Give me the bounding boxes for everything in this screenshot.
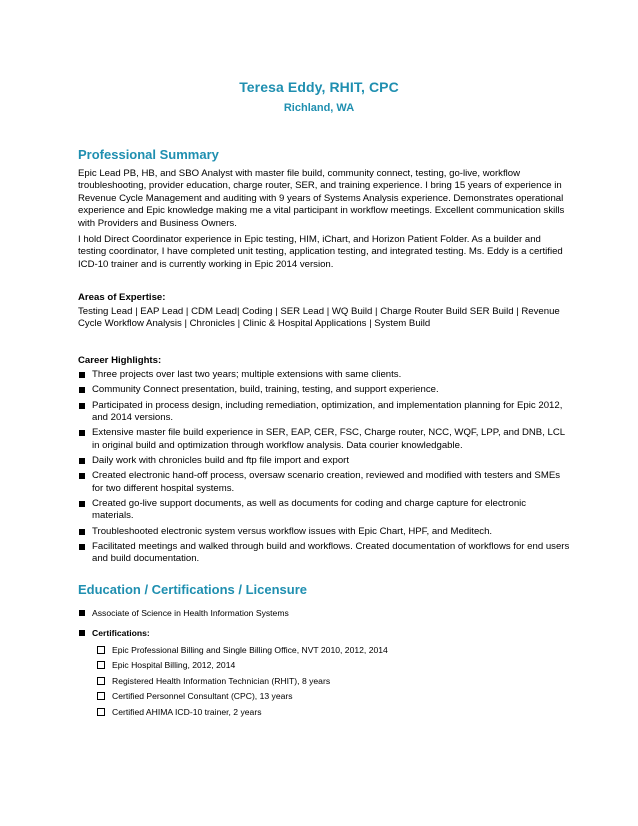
summary-paragraph-2: I hold Direct Coordinator experience in Epic testing, HIM, iChart, and Horizon Patient Folder. As a builder and testing coordinator, I have completed unit testing, application testing, and integrated testing. Ms. Eddy is a certified ICD-10 trainer and is currently working in Epic 2014 version. [78,234,563,270]
square-bullet-icon [79,403,85,409]
checkbox-bullet-icon [97,692,105,700]
list-item: Community Connect presentation, build, training, testing, and support experience. [78,384,570,396]
expertise-heading: Areas of Expertise: [78,292,166,303]
list-item: Epic Hospital Billing, 2012, 2014 [92,659,568,671]
square-bullet-icon [79,544,85,550]
degree-text: Associate of Science in Health Information Systems [92,608,289,618]
education-heading: Education / Certifications / Licensure [78,582,307,597]
list-item: Certified AHIMA ICD-10 trainer, 2 years [92,706,568,718]
checkbox-bullet-icon [97,661,105,669]
certifications-list [92,644,568,718]
summary-heading: Professional Summary [78,147,219,162]
list-item: Created electronic hand-off process, oversaw scenario creation, reviewed and modified with testers and SMEs for two different hospital systems. [78,470,570,494]
highlights-list [78,369,570,569]
education-list [78,607,568,726]
expertise-text: Testing Lead | EAP Lead | CDM Lead| Coding | SER Lead | WQ Build | Charge Router Build SER Build | Revenue Cycle Workflow Analysis | Chronicles | Clinic & Hospital Applications | System Build [78,306,560,330]
square-bullet-icon [79,529,85,535]
checkbox-bullet-icon [97,708,105,716]
square-bullet-icon [79,372,85,378]
candidate-name: Teresa Eddy, RHIT, CPC [239,79,399,95]
square-bullet-icon [79,473,85,479]
candidate-location: Richland, WA [283,102,355,114]
certifications-label: Certifications: [92,628,150,638]
square-bullet-icon [79,501,85,507]
summary-paragraph-1: Epic Lead PB, HB, and SBO Analyst with master file build, community connect, testing, go-live, workflow troubleshooting, provider education, charge router, SER, and training experience. I bring 15 years of experience in Revenue Cycle Management and auditing with 9 years of Systems Analysis experience. Demonstrates operational experience and Epic knowledge making me a vital participant in workflow meetings. Excellent communication skills with Providers and Business Owners. [78,168,565,229]
list-item [78,627,568,718]
square-bullet-icon [79,458,85,464]
checkbox-bullet-icon [97,677,105,685]
highlights-heading: Career Highlights: [78,355,162,366]
list-item: Created go-live support documents, as well as documents for coding and charge capture for electronic materials. [78,498,570,522]
list-item: Certified Personnel Consultant (CPC), 13 years [92,690,568,702]
list-item: Epic Professional Billing and Single Billing Office, NVT 2010, 2012, 2014 [92,644,568,656]
list-item: Daily work with chronicles build and ftp file import and export [78,455,570,467]
square-bullet-icon [79,630,85,636]
list-item: Troubleshooted electronic system versus workflow issues with Epic Chart, HPF, and Meditech. [78,526,570,538]
list-item: Registered Health Information Technician (RHIT), 8 years [92,675,568,687]
square-bullet-icon [79,387,85,393]
square-bullet-icon [79,610,85,616]
list-item: Three projects over last two years; multiple extensions with same clients. [78,369,570,381]
list-item: Facilitated meetings and walked through build and workflows. Created documentation of workflows for end users and build documentation. [78,541,570,565]
list-item: Participated in process design, including remediation, optimization, and implementation planning for Epic 2012, and 2014 versions. [78,400,570,424]
checkbox-bullet-icon [97,646,105,654]
list-item: Extensive master file build experience in SER, EAP, CER, FSC, Charge router, NCC, WQF, LPP, and DNB, LCL in original build and optimization through workflow analysis. Data courier knowledgable. [78,427,570,451]
square-bullet-icon [79,430,85,436]
list-item [78,607,568,619]
